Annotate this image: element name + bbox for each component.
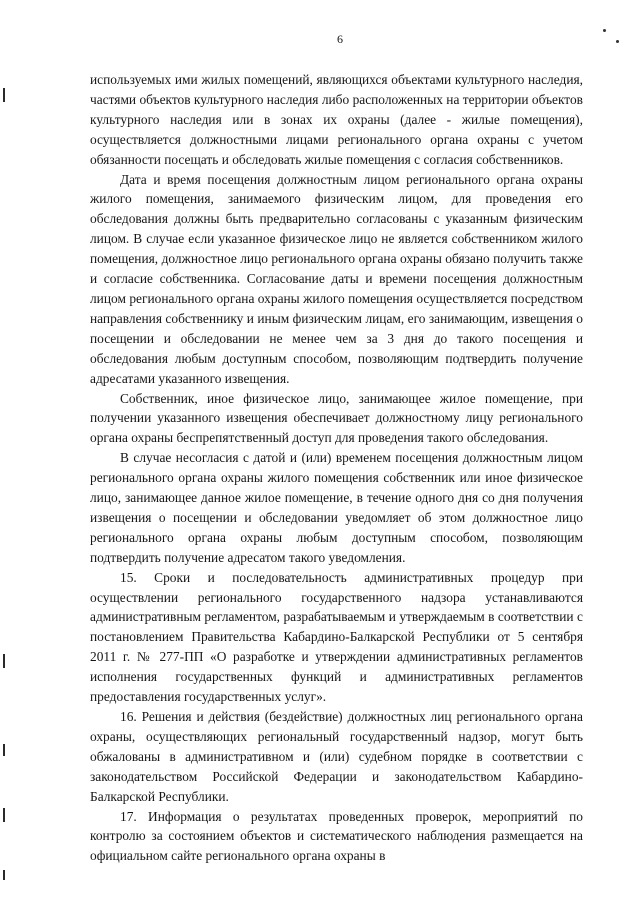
paragraph-continuation: используемых ими жилых помещений, являющихся объектами культурного наследия, частями объектов культурного наследия либо расположенных на территории объектов культурного наследия или в зонах их охраны (далее - жилые помещения), осуществляется должностными лицами регионального органа охраны с учетом обязанности посещать и обследовать жилые помещения с согласия собственников.	[90, 72, 583, 167]
page-number: 6	[337, 32, 343, 46]
paragraph-visit-scheduling: Дата и время посещения должностным лицом регионального органа охраны жилого помещения, занимаемого физическим лицом, для проведения его обследования должны быть предварительно согласованы с указанным физическим лицом. В случае если указанное физическое лицо не является собственником жилого помещения, должностное лицо регионального органа охраны обязано получить также и согласие собственника. Согласование даты и времени посещения должностным лицом регионального органа охраны жилого помещения осуществляется посредством направления собственнику и иным физическим лицам, его занимающим, извещения о посещении и обследовании не менее чем за 3 дня до такого посещения и обследования любым доступным способом, позволяющим подтвердить получение адресатами указанного извещения.	[90, 171, 583, 386]
margin-mark	[3, 808, 5, 822]
margin-mark	[3, 744, 5, 756]
paragraph-17: 17. Информация о результатах проведенных проверок, мероприятий по контролю за состоянием объектов и систематического наблюдения размещается на официальном сайте регионального органа охраны в	[90, 808, 583, 864]
corner-mark	[603, 29, 606, 32]
paragraph-15: 15. Сроки и последовательность административных процедур при осуществлении регионального государственного надзора устанавливаются административным регламентом, разрабатываемым и утверждаемым в соответствии с постановлением Правительства Кабардино-Балкарской Республики от 5 сентября 2011 г. № 277-ПП «О разработке и утверждении административных регламентов исполнения государственных функций и административных регламентов предоставления государственных услуг».	[90, 569, 583, 705]
paragraph-access: Собственник, иное физическое лицо, занимающее жилое помещение, при получении указанного извещения обеспечивает должностному лицу регионального органа охраны беспрепятственный доступ для проведения такого обследования.	[90, 390, 583, 446]
paragraph-16: 16. Решения и действия (бездействие) должностных лиц регионального органа охраны, осуществляющих региональный государственный надзор, могут быть обжалованы в административном и (или) судебном порядке в соответствии с законодательством Российской Федерации и законодательством Кабардино-Балкарской Республики.	[90, 709, 583, 804]
document-body	[90, 70, 583, 866]
margin-mark	[3, 88, 5, 102]
margin-mark	[3, 870, 5, 880]
paragraph-disagreement: В случае несогласия с датой и (или) временем посещения должностным лицом регионального органа охраны жилого помещения собственник или иное физическое лицо, занимающее данное жилое помещение, в течение одного дня со дня получения извещения о посещении и обследовании уведомляет об этом должностное лицо регионального органа охраны любым доступным способом, позволяющим подтвердить получение адресатом такого уведомления.	[90, 450, 583, 565]
corner-mark	[616, 40, 619, 43]
margin-mark	[3, 654, 5, 668]
